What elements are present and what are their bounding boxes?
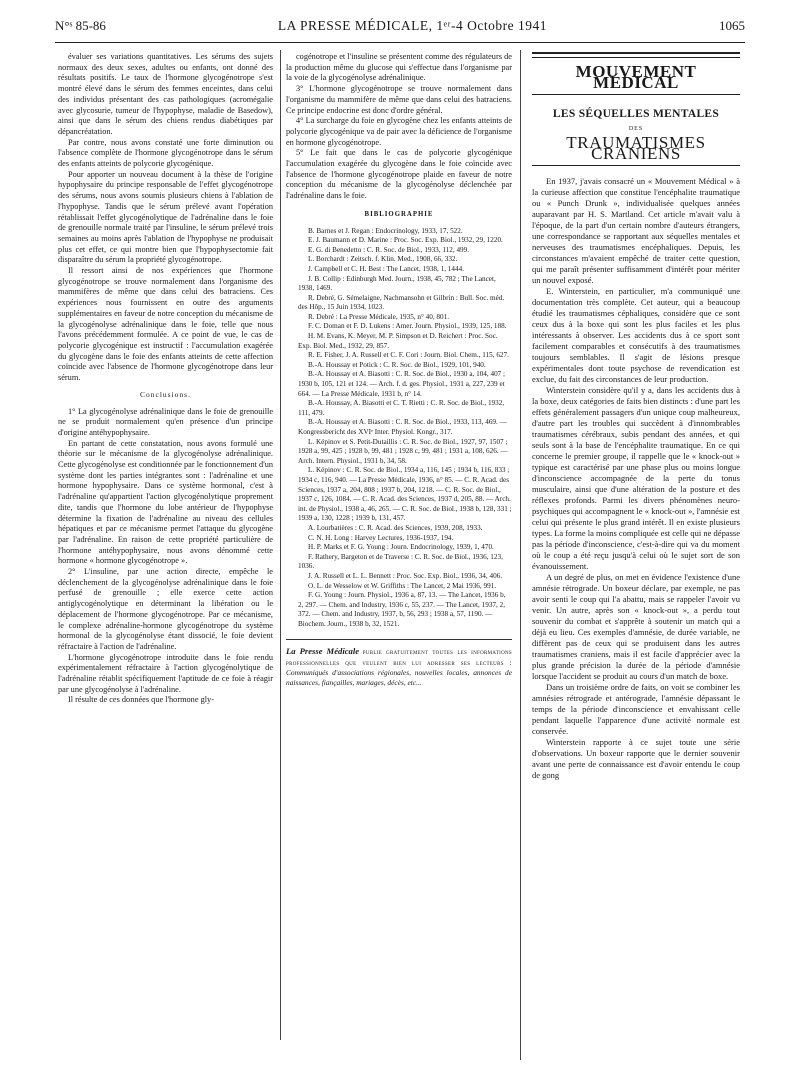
- paragraph: Pour apporter un nouveau document à la thèse de l'origine hypophysaire du principe responsable de l'effet glycogénotrope des sérums, nous avons soumis plusieurs chiens à l'ablation de l'hypophyse. Tandis que le sérum prélevé avant l'opération rétablissait l'effet glycogénolytique de l'adrénaline dans le foie de grenouille normale traité par l'insuline, le sérum prélevé trois semaines au moins après l'ablation de l'hypophyse ne produisait plus cet effet, ce qui montre bien que l'hypophysectomie fait disparaître du sérum la propriété glycogénotrope.: [58, 169, 273, 265]
- article-title-line-2: DES: [628, 126, 644, 132]
- paragraph: Par contre, nous avons constaté une forte diminution ou l'absence complète de l'hormone glycogénotrope dans le sérum des enfants atteints de polycorie glycogénique.: [58, 137, 273, 169]
- column-1: [58, 52, 273, 1052]
- bibliography-entry: F. G. Young : Journ. Physiol., 1936 a, 87, 13. — The Lancet, 1936 b, 2, 297. — Chem. and Industry, 1936 c, 55, 237. — The Lancet, 1937, 2, 372. — Chem. and Industry, 1937, b, 56, 293 ; 1938 a, 57, 1190. — Biochem. Journ., 1938 b, 32, 1521.: [298, 591, 506, 628]
- bibliography-heading: BIBLIOGRAPHIE: [364, 210, 434, 218]
- bibliography-entry: F. Rathery, Bargeton et de Traverse : C. R. Soc. de Biol., 1936, 123, 1036.: [298, 552, 503, 571]
- article-title-line-1: LES SÉQUELLES MENTALES: [552, 108, 720, 120]
- paragraph: 4° La surcharge du foie en glycogène chez les enfants atteints de polycorie glycogénique va de pair avec la déficience de l'organisme en hormone glycogénotrope.: [286, 116, 512, 147]
- paragraph: Il ressort ainsi de nos expériences que l'hormone glycogénotrope se trouve normalement dans l'organisme des mammifères de même que dans celui des batraciens. Ces expériences nous fournissent en outre des arguments supplémentaires en faveur de notre conception du mécanisme de la glycogénolyse adrénalinique dans le foie, telle que nous l'avons précédemment formulée. A ce point de vue, le cas de polycorie glycogénique est instructif : l'accumulation exagérée du glycogène dans le foie des enfants atteints de cette affection coïncide avec l'absence de l'hormone glycogénotrope dans leur sérum.: [58, 266, 273, 383]
- section-top-rule: [532, 52, 740, 58]
- bibliography-entry: B.-A. Houssay et A. Biasotti : C. R. Soc. de Biol., 1933, 113, 469. — Kongressbericht des XVIᵉ Inter. Physiol. Kongr., 317.: [298, 418, 507, 437]
- notice-title: La Presse Médicale: [286, 646, 360, 657]
- paragraph: cogénotrope et l'insuline se présentent comme des régulateurs de la production même du glucose qui s'effectue dans l'organisme par la voie de la glycogénolyse adrénalinique.: [286, 52, 512, 83]
- column-3: [532, 52, 740, 1052]
- page-number: 1065: [718, 18, 745, 33]
- notice-box: [286, 639, 512, 688]
- bibliography-entry: B.-A. Houssay, A. Biasotti et C. T. Rietti : C. R. Soc. de Biol., 1932, 111, 479.: [298, 399, 505, 417]
- journal-title: LA PRESSE MÉDICALE, 1ᵉʳ-4 Octobre 1941: [277, 18, 548, 33]
- bibliography-entry: E. J. Baumann et D. Marine : Proc. Soc. Exp. Biol., 1932, 29, 1220.: [308, 236, 503, 245]
- paragraph: 1° La glycogénolyse adrénalinique dans le foie de grenouille ne se produit normalement qu'en présence d'un principe d'origine antéhypophysaire.: [58, 406, 273, 437]
- column-2: [286, 52, 512, 1052]
- paragraph: A un degré de plus, on met en évidence l'existence d'une amnésie rétrograde. Un boxeur déclare, par exemple, ne pas avoir senti le coup qui l'a abattu, mais se rappeler l'avoir vu venir. Un autre, après son « knock-out », a perdu tout souvenir du combat et s'apprête à soutenir un match qui a déjà eu lieu. Ces exemples d'amnésie, de durée variable, ne diffèrent pas de ceux qui se produisent dans les autres traumatismes craniens, mais il est facile d'apprécier avec la plus grande précision la durée de la période d'amnésie lorsque l'accident se produit au cours d'un match de boxe.: [532, 572, 740, 681]
- paragraph: Dans un troisième ordre de faits, on voit se combiner les amnésies rétrograde et antérograde, l'amnésie dépassant le temps de la période d'inconscience et envahissant celle pendant laquelle l'apparence d'une activité normale est conservée.: [532, 682, 740, 736]
- bibliography-entry: R. Debré : La Presse Médicale, 1935, n° 40, 801.: [308, 312, 450, 321]
- bibliography-entry: R. Debré, G. Sémelaigne, Nachmansohn et Gilbrin : Bull. Soc. méd. des Hôp., 15 Juin 1934, 1023.: [298, 293, 505, 312]
- bibliography-entry: O. L. de Wesselow et W. Griffiths : The Lancet, 2 Mai 1936, 991.: [308, 581, 497, 590]
- paragraph: En partant de cette constatation, nous avons formulé une théorie sur le mécanisme de la glycogénolyse adrénalinique. Cette glycogénolyse est conditionnée par le fonctionnement d'un système dont les parties intégrantes sont : l'adrénaline et une hormone hypophysaire. Dans ce système hormonal, c'est à l'adrénaline qu'appartient l'action glycogénolytique proprement dite, tandis que l'hormone du lobe antérieur de l'hypophyse détermine la fixation de l'adrénaline au niveau des cellules hépatiques et par ce mécanisme permet l'attaque du glycogène par l'adrénaline. En raison de cette propriété particulière de l'hormone antéhypophysaire, nous avons dénommé cette hormone « hormone glycogénotrope ».: [58, 438, 273, 566]
- bibliography-entry: L. Képinov et S. Petit-Dutaillis : C. R. Soc. de Biol., 1927, 97, 1507 ; 1928 a, 99, 425 ; 1928 b, 99, 481 ; 1928 c, 99, 481 ; 1931 a, 108, 626. — Arch. Intern. Physiol., 1931 b, 34, 58.: [298, 437, 508, 465]
- bibliography-entry: A. Lourbatières : C. R. Acad. des Sciences, 1939, 208, 1933.: [308, 523, 483, 532]
- conclusions-heading: Conclusions.: [140, 389, 191, 399]
- paragraph: E. Winterstein, en particulier, m'a communiqué une documentation très complète. Cet auteur, qui a beaucoup étudié les traumatismes céphaliques, considère que ce sont ceux dus à la boxe qui sont les plus faciles et les plus intéressants à observer. Les accidents dus à ce sport sont facilement comparables et consécutifs à des traumatismes toujours semblables. Il s'agit de lésions presque expérimentales dont toute psychose de revendication est exclue, du fait des circonstances de leur production.: [532, 286, 740, 384]
- bibliography-entry: F. C. Doman et F. D. Lukens : Amer. Journ. Physiol., 1939, 125, 188.: [308, 322, 507, 331]
- paragraph: 2° L'insuline, par une action directe, empêche le déclenchement de la glycogénolyse adrénalinique dans le foie perfusé de grenouille ; elle exerce cette action antiglycogénolytique en déterminant la libération ou le déplacement de l'hormone glycogénotrope. Par ce mécanisme, le complexe adrénaline-hormone glycogénotrope du système hormonal de la glycogénolyse étant dissocié, le foie devient réfractaire à l'action de l'adrénaline.: [58, 567, 273, 651]
- bibliography-entry: L. Képinov : C. R. Soc. de Biol., 1934 a, 116, 145 ; 1934 b, 116, 833 ; 1934 c, 116, 940. — La Presse Médicale, 1936, n° 85. — C. R. Acad. des Sciences, 1937 a, 204, 808 ; 1937 b, 204, 1218. — C. R. Soc. de Biol., 1937 c, 126, 1084. — C. R. Acad. des Sciences, 1937 d, 205, 88. — Arch. int. de Physiol., 1938 a, 46, 265. — C. R. Soc. de Biol., 1938 b, 128, 331 ; 1939 a, 130, 1228 ; 1939 b, 131, 457.: [298, 466, 512, 523]
- bibliography-entry: J. B. Collip : Edinburgh Med. Journ., 1938, 45, 782 ; The Lancet, 1938, 1469.: [298, 274, 496, 293]
- article-title-line-3: TRAUMATISMES CRANIENS: [566, 133, 706, 163]
- bibliography-entry: H. M. Evans, K. Meyer, M. P. Simpson et D. Reichert : Proc. Soc. Exp. Biol. Med., 1932, 29, 857.: [298, 332, 498, 350]
- column-divider: [280, 50, 281, 1040]
- bibliography-entry: B.-A. Houssay et A. Biasotti : C. R. Soc. de Biol., 1930 a, 104, 407 ; 1930 b, 105, 121 et 124. — Arch. f. d. ges. Physiol., 1931 a, 227, 239 et 664. — La Presse Médicale, 1931 b, n° 14.: [298, 370, 506, 398]
- notice-body: publie gratuitement toutes les informations professionnelles que veulent bien lui adresser ses lecteurs :: [286, 647, 512, 667]
- paragraph: En 1937, j'avais consacré un « Mouvement Médical » à la curieuse affection que constitue l'encéphalite traumatique ou « Punch Drunk », individualisée quelques années auparavant par H. S. Martland. Cet article m'avait valu à l'époque, de la part d'un certain nombre d'auteurs étrangers, une correspondance se rapportant aux séquelles mentales et nerveuses des traumatismes encéphaliques. Depuis, les circonstances m'avaient empêché de traiter cette question, qui me paraît présenter suffisamment d'intérêt pour mériter un nouvel exposé.: [532, 176, 740, 285]
- bibliography-entry: B. Barnes et J. Regan : Endocrinology, 1933, 17, 522.: [308, 226, 463, 235]
- paragraph: 5° Le fait que dans le cas de polycorie glycogénique l'accumulation exagérée du glycogène dans le foie coïncide avec l'absence de l'hormone glycogénotrope plaide en faveur de notre conception du mécanisme de la glycogénolyse déclenchée par l'adrénaline dans le foie.: [286, 148, 512, 201]
- paragraph: Winterstein rapporte à ce sujet toute une série d'observations. Un boxeur rapporte que le dernier souvenir avant une perte de connaissance est d'avoir entendu le coup de gong: [532, 737, 740, 780]
- paragraph: évaluer ses variations quantitatives. Les sérums des sujets normaux des deux sexes, adultes ou enfants, ont donné des résultats positifs. Le taux de l'hormone glycogénotrope s'est montré élevé dans le sérum des femmes enceintes, dans celui des individus présentant des cas pathologiques (acromégalie avec glycosurie, tumeur de l'hypophyse, maladie de Basedow), ainsi que dans le sérum des chiens rendus diabétiques par dépancréatation.: [58, 52, 273, 136]
- paragraph: 3° L'hormone glycogénotrope se trouve normalement dans l'organisme du mammifère de même que dans celui des batraciens. Ce principe endocrine est donc d'ordre général.: [286, 84, 512, 115]
- bibliography-entry: C. N. H. Long : Harvey Lectures, 1936-1937, 194.: [308, 533, 454, 542]
- paragraph: Il résulte de ces données que l'hormone gly-: [68, 695, 214, 705]
- bibliography-entry: R. E. Fisher, J. A. Russell et C. F. Cori : Journ. Biol. Chem., 115, 627.: [308, 351, 509, 360]
- bibliography-entry: J. A. Russell et L. L. Bennett : Proc. Soc. Exp. Biol., 1936, 34, 406.: [308, 571, 503, 580]
- bibliography-entry: B.-A. Houssay et Potick : C. R. Soc. de Biol., 1929, 101, 940.: [308, 360, 486, 369]
- bibliography-entry: E. G. di Benedetto : C. R. Soc. de Biol., 1933, 112, 499.: [308, 245, 470, 254]
- section-rule: [532, 94, 740, 95]
- bibliography-list: [286, 227, 512, 630]
- bibliography-entry: H. P. Marks et F. G. Young : Journ. Endocrinology, 1939, 1, 470.: [308, 543, 494, 552]
- issue-number: N°ˢ 85-86: [55, 18, 106, 33]
- bibliography-entry: J. Campbell et C. H. Best : The Lancet, 1938, 1, 1444.: [308, 264, 464, 273]
- paragraph: Winterstein considère qu'il y a, dans les accidents dus à la boxe, deux catégories de faits bien distincts : d'une part les effets généralement passagers d'un unique coup malheureux, d'autre part les troubles qui succèdent à d'innombrables traumatismes cérébraux, subis pendant des années, et qui seuls sont à la base de l'encéphalite traumatique. En ce qui concerne le premier groupe, il rappelle que le « knock-out » typique est caractérisé par une phase plus ou moins longue d'inconscience accompagnée de la perte du tonus musculaire, ainsi que d'une altération de la posture et des réflexes profonds. Parmi les divers phénomènes neuro-psychiques qui accompagnent le « knock-out », l'amnésie est celui qui présente le plus grand intérêt. Il en existe plusieurs types. La forme la moins compliquée est celle qui ne dépasse pas la période d'inconscience, c'est-à-dire qui va du moment où le coup a été reçu jusqu'à celui où le sujet sort de son évanouissement.: [532, 385, 740, 571]
- article-rule: [532, 165, 740, 166]
- bibliography-entry: L. Borchardt : Zeitsch. f. Klin. Med., 1908, 66, 332.: [308, 255, 458, 264]
- page-header: [55, 18, 745, 40]
- paragraph: L'hormone glycogénotrope introduite dans le foie rendu expérimentalement réfractaire à l'action glycogénolytique de l'adrénaline rétablit spécifiquement l'aptitude de ce foie à réagir par une glycogénolyse à l'adrénaline.: [58, 652, 273, 694]
- section-title: MOUVEMENT MÉDICAL: [575, 62, 697, 92]
- column-divider: [520, 50, 521, 1060]
- notice-italic: Communiqués d'associations régionales, nouvelles locales, annonces de naissances, fiançailles, mariages, décès, etc...: [286, 667, 512, 688]
- header-rule: [55, 42, 745, 43]
